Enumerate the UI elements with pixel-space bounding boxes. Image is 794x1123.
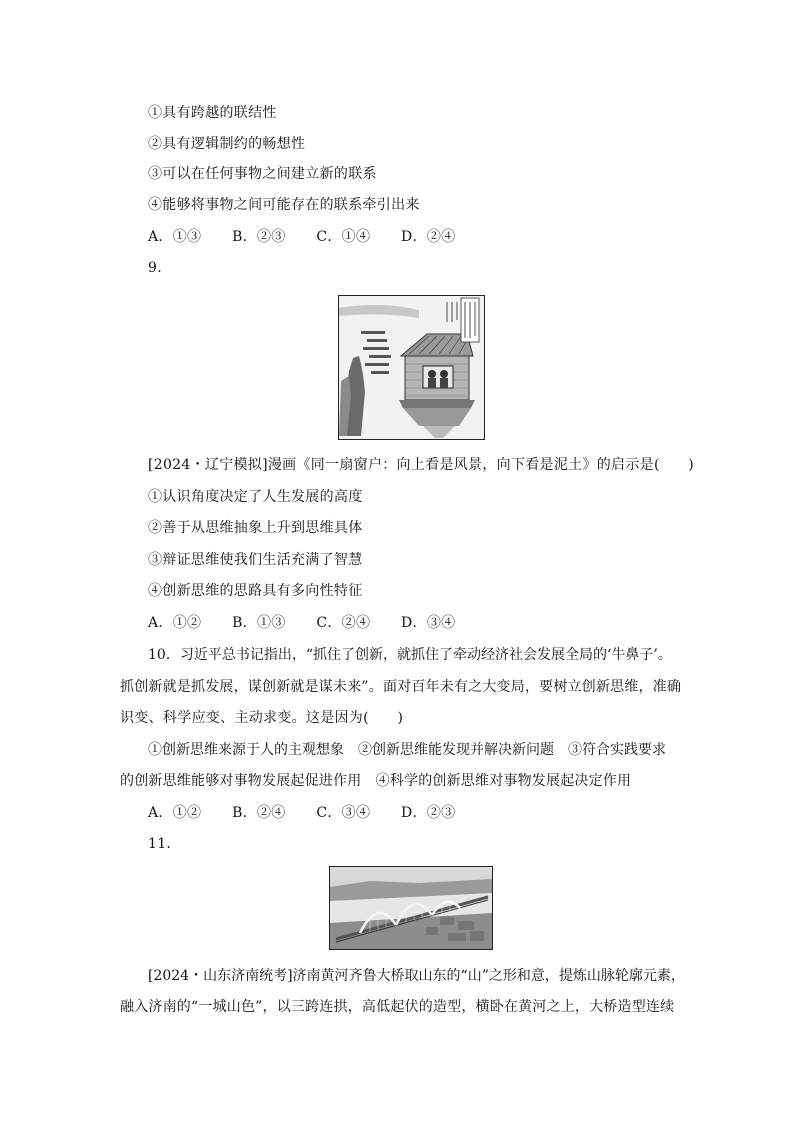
q10-choice-d: D．②③ [401, 805, 456, 821]
q10-choice-c: C．③④ [316, 805, 371, 821]
q10-options-line-2: 的创新思维能够对事物发展起促进作用 ④科学的创新思维对事物发展起决定作用 [120, 773, 632, 789]
q8-option-4: ④能够将事物之间可能存在的联系牵引出来 [148, 197, 420, 213]
q8-choice-b: B．②③ [232, 229, 286, 245]
q9-option-1: ①认识角度决定了人生发展的高度 [148, 489, 363, 505]
q9-stem: [2024・辽宁模拟]漫画《同一扇窗户：向上看是风景，向下看是泥土》的启示是( ) [148, 457, 695, 473]
q10-stem-line-2: 抓创新就是抓发展，谋创新就是谋未来”。面对百年未有之大变局，要树立创新思维，准确 [120, 679, 682, 695]
cartoon-image [338, 295, 485, 440]
q8-choice-d: D．②④ [401, 229, 456, 245]
q10-choices [148, 803, 688, 823]
bridge-photo [329, 866, 493, 950]
cartoon-illustration [339, 296, 484, 439]
q9-option-4: ④创新思维的思路具有多向性特征 [148, 583, 363, 599]
q11-stem-line-1: [2024・山东济南统考]济南黄河齐鲁大桥取山东的“山”之形和意，提炼山脉轮廓元素， [148, 968, 685, 984]
q9-choices [148, 613, 688, 633]
q9-choice-a: A．①② [148, 615, 202, 631]
q9-option-3: ③辩证思维使我们生活充满了智慧 [148, 552, 363, 568]
q10-stem-line-3: 识变、科学应变、主动求变。这是因为( ) [120, 710, 404, 726]
q9-choice-c: C．②④ [316, 615, 371, 631]
q10-options-line-1: ①创新思维来源于人的主观想象 ②创新思维能发现并解决新问题 ③符合实践要求 [148, 742, 666, 758]
q8-option-2: ②具有逻辑制约的畅想性 [148, 136, 306, 152]
q9-number: 9. [148, 260, 162, 276]
q8-option-1: ①具有跨越的联结性 [148, 105, 277, 121]
q10-choice-b: B．②④ [232, 805, 286, 821]
q8-choice-c: C．①④ [316, 229, 371, 245]
q11-number: 11. [148, 836, 172, 852]
bridge-illustration [330, 867, 492, 949]
q8-option-3: ③可以在任何事物之间建立新的联系 [148, 166, 377, 182]
q9-option-2: ②善于从思维抽象上升到思维具体 [148, 520, 363, 536]
q8-choices [148, 227, 688, 247]
q8-choice-a: A．①③ [148, 229, 202, 245]
q10-choice-a: A．①② [148, 805, 202, 821]
q9-choice-d: D．③④ [401, 615, 456, 631]
q11-stem-line-2: 融入济南的“一城山色”，以三跨连拱，高低起伏的造型，横卧在黄河之上，大桥造型连续 [120, 999, 675, 1015]
q9-choice-b: B．①③ [232, 615, 286, 631]
q10-stem-line-1: 10．习近平总书记指出，“抓住了创新，就抓住了牵动经济社会发展全局的‘牛鼻子’。 [148, 647, 672, 663]
